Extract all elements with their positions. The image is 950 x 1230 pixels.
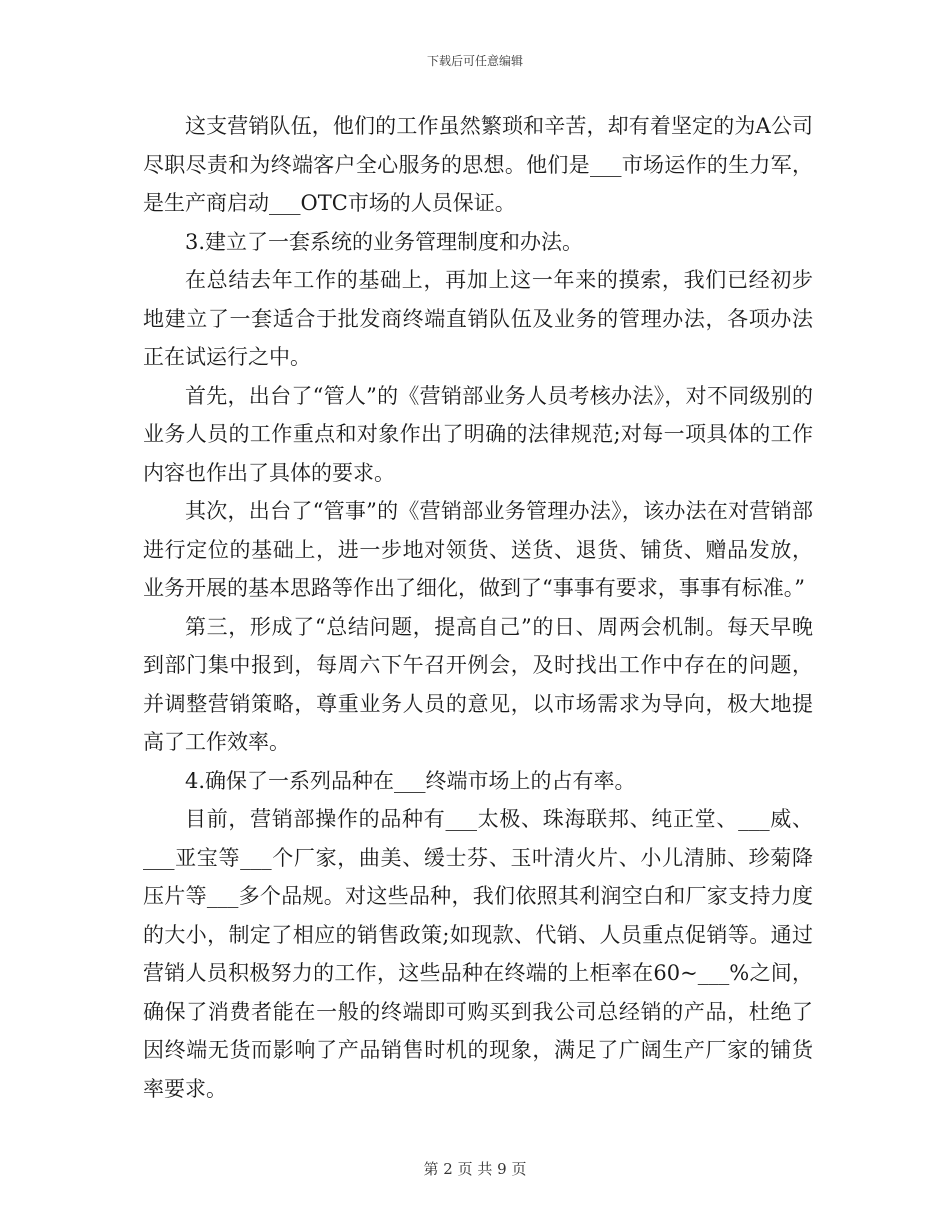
paragraph-third-meeting-mechanism: 第三，形成了“总结问题，提高自己”的日、周两会机制。每天早晚到部门集中报到，每周六下午召开例会，及时找出工作中存在的问题，并调整营销策略，尊重业务人员的意见，以市场需求为导向，极大地提高了工作效率。	[143, 614, 813, 754]
section-heading-management-system: 3.建立了一套系统的业务管理制度和办法。	[185, 229, 584, 254]
page-number: 第 2 页 共 9 页	[423, 1160, 527, 1178]
paragraph-first-people-management: 首先，出台了“管人”的《营销部业务人员考核办法》，对不同级别的业务人员的工作重点和对象作出了明确的法律规范;对每一项具体的工作内容也作出了具体的要求。	[143, 383, 813, 485]
section-heading-market-share: 4.确保了一系列品种在___终端市场上的占有率。	[185, 768, 636, 793]
page-header: 下载后可任意编辑	[426, 54, 523, 68]
paragraph-management-methods: 在总结去年工作的基础上，再加上这一年来的摸索，我们已经初步地建立了一套适合于批发商终端直销队伍及业务的管理办法，各项办法正在试运行之中。	[143, 268, 813, 369]
paragraph-second-business-management: 其次，出台了“管事”的《营销部业务管理办法》，该办法在对营销部进行定位的基础上，进一步地对领货、送货、退货、铺货、赠品发放，业务开展的基本思路等作出了细化，做到了“事事有要求，事事有标准。”	[143, 499, 813, 600]
document-body	[143, 107, 813, 1108]
paragraph-sales-team: 这支营销队伍，他们的工作虽然繁琐和辛苦，却有着坚定的为A公司尽职尽责和为终端客户全心服务的思想。他们是___市场运作的生力军，是生产商启动___OTC市场的人员保证。	[143, 114, 813, 215]
paragraph-product-varieties: 目前，营销部操作的品种有___太极、珠海联邦、纯正堂、___威、___亚宝等___个厂家，曲美、缓士芬、玉叶清火片、小儿清肺、珍菊降压片等___多个品规。对这些品种，我们依照其利润空白和厂家支持力度的大小，制定了相应的销售政策;如现款、代销、人员重点促销等。通过营销人员积极努力的工作，这些品种在终端的上柜率在60~___%之间，确保了消费者能在一般的终端即可购买到我公司总经销的产品，杜绝了因终端无货而影响了产品销售时机的现象，满足了广阔生产厂家的铺货率要求。	[143, 807, 813, 1101]
